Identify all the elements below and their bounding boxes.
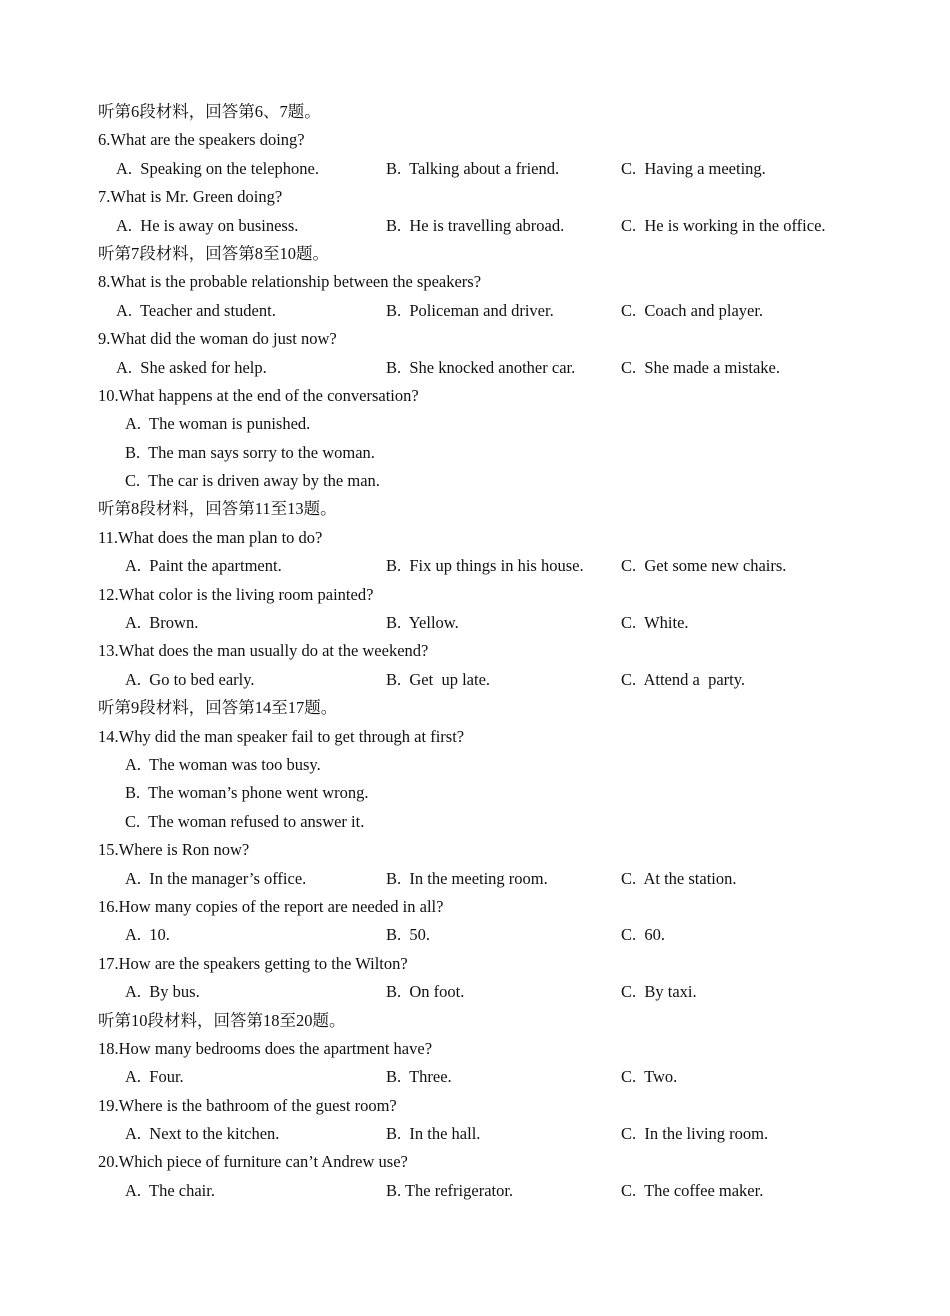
question-20-stem: 20.Which piece of furniture can’t Andrew use? — [98, 1152, 408, 1172]
question-16-options — [98, 921, 898, 949]
question-9-option-a: A. She asked for help. — [116, 357, 267, 377]
question-19-option-b: B. In the hall. — [386, 1124, 481, 1144]
exam-page — [98, 98, 898, 1205]
question-18-stem: 18.How many bedrooms does the apartment have? — [98, 1038, 433, 1058]
question-15-options — [98, 865, 898, 893]
question-10-option-b: B. The man says sorry to the woman. — [125, 442, 375, 462]
question-9-option-b: B. She knocked another car. — [386, 357, 576, 377]
question-19-options — [98, 1120, 898, 1148]
question-17-stem: 17.How are the speakers getting to the Wilton? — [98, 953, 408, 973]
question-19-option-c: C. In the living room. — [621, 1124, 769, 1144]
question-17-option-a: A. By bus. — [125, 982, 200, 1002]
question-7-stem: 7.What is Mr. Green doing? — [98, 187, 283, 207]
question-9-stem: 9.What did the woman do just now? — [98, 329, 337, 349]
question-12-options — [98, 609, 898, 637]
question-14-option-c: C. The woman refused to answer it. — [125, 811, 365, 831]
question-15-option-a: A. In the manager’s office. — [125, 868, 307, 888]
question-18-option-a: A. Four. — [125, 1067, 184, 1087]
question-10-option-c: C. The car is driven away by the man. — [125, 471, 380, 491]
question-11-option-a: A. Paint the apartment. — [125, 556, 282, 576]
question-6-option-b: B. Talking about a friend. — [386, 158, 560, 178]
question-8-stem: 8.What is the probable relationship between the speakers? — [98, 272, 482, 292]
question-6-option-a: A. Speaking on the telephone. — [116, 158, 319, 178]
question-19-stem: 19.Where is the bathroom of the guest room? — [98, 1095, 397, 1115]
question-16-stem: 16.How many copies of the report are needed in all? — [98, 896, 444, 916]
question-15-option-b: B. In the meeting room. — [386, 868, 548, 888]
question-7-options — [98, 212, 898, 240]
question-17-options — [98, 978, 898, 1006]
question-10-option-a: A. The woman is punished. — [125, 414, 311, 434]
section-heading-7: 听第7段材料，回答第8至10题。 — [98, 243, 329, 263]
question-12-option-b: B. Yellow. — [386, 613, 459, 633]
question-10-stem: 10.What happens at the end of the conversation? — [98, 385, 419, 405]
question-6-stem: 6.What are the speakers doing? — [98, 130, 305, 150]
question-9-option-c: C. She made a mistake. — [621, 357, 781, 377]
question-11-option-b: B. Fix up things in his house. — [386, 556, 584, 576]
question-16-option-b: B. 50. — [386, 925, 431, 945]
question-13-option-c: C. Attend a party. — [621, 669, 746, 689]
question-16-option-c: C. 60. — [621, 925, 666, 945]
question-9-options — [98, 354, 898, 382]
question-7-option-a: A. He is away on business. — [116, 215, 299, 235]
question-19-option-a: A. Next to the kitchen. — [125, 1124, 280, 1144]
question-18-option-c: C. Two. — [621, 1067, 678, 1087]
question-13-option-b: B. Get up late. — [386, 669, 491, 689]
question-8-options — [98, 297, 898, 325]
question-13-option-a: A. Go to bed early. — [125, 669, 255, 689]
section-heading-10: 听第10段材料，回答第18至20题。 — [98, 1010, 346, 1030]
question-18-option-b: B. Three. — [386, 1067, 452, 1087]
question-20-option-b: B. The refrigerator. — [386, 1180, 514, 1200]
question-6-option-c: C. Having a meeting. — [621, 158, 766, 178]
question-15-stem: 15.Where is Ron now? — [98, 840, 250, 860]
question-14-option-b: B. The woman’s phone went wrong. — [125, 783, 369, 803]
question-8-option-b: B. Policeman and driver. — [386, 300, 554, 320]
question-20-option-a: A. The chair. — [125, 1180, 215, 1200]
question-8-option-a: A. Teacher and student. — [116, 300, 276, 320]
question-20-options — [98, 1177, 898, 1205]
question-7-option-b: B. He is travelling abroad. — [386, 215, 565, 235]
section-heading-8: 听第8段材料，回答第11至13题。 — [98, 499, 337, 519]
question-11-options — [98, 552, 898, 580]
question-11-option-c: C. Get some new chairs. — [621, 556, 787, 576]
question-12-option-c: C. White. — [621, 613, 689, 633]
question-17-option-b: B. On foot. — [386, 982, 465, 1002]
question-18-options — [98, 1063, 898, 1091]
question-20-option-c: C. The coffee maker. — [621, 1180, 764, 1200]
section-heading-6: 听第6段材料，回答第6、7题。 — [98, 102, 321, 121]
question-14-stem: 14.Why did the man speaker fail to get through at first? — [98, 726, 465, 746]
question-8-option-c: C. Coach and player. — [621, 300, 764, 320]
question-12-stem: 12.What color is the living room painted? — [98, 584, 374, 604]
question-14-option-a: A. The woman was too busy. — [125, 754, 321, 774]
question-11-stem: 11.What does the man plan to do? — [98, 527, 323, 547]
question-7-option-c: C. He is working in the office. — [621, 215, 826, 235]
question-15-option-c: C. At the station. — [621, 868, 737, 888]
question-6-options — [98, 155, 898, 183]
question-17-option-c: C. By taxi. — [621, 982, 697, 1002]
question-16-option-a: A. 10. — [125, 925, 170, 945]
question-12-option-a: A. Brown. — [125, 613, 199, 633]
section-heading-9: 听第9段材料，回答第14至17题。 — [98, 698, 338, 718]
question-13-options — [98, 666, 898, 694]
question-13-stem: 13.What does the man usually do at the weekend? — [98, 641, 429, 661]
